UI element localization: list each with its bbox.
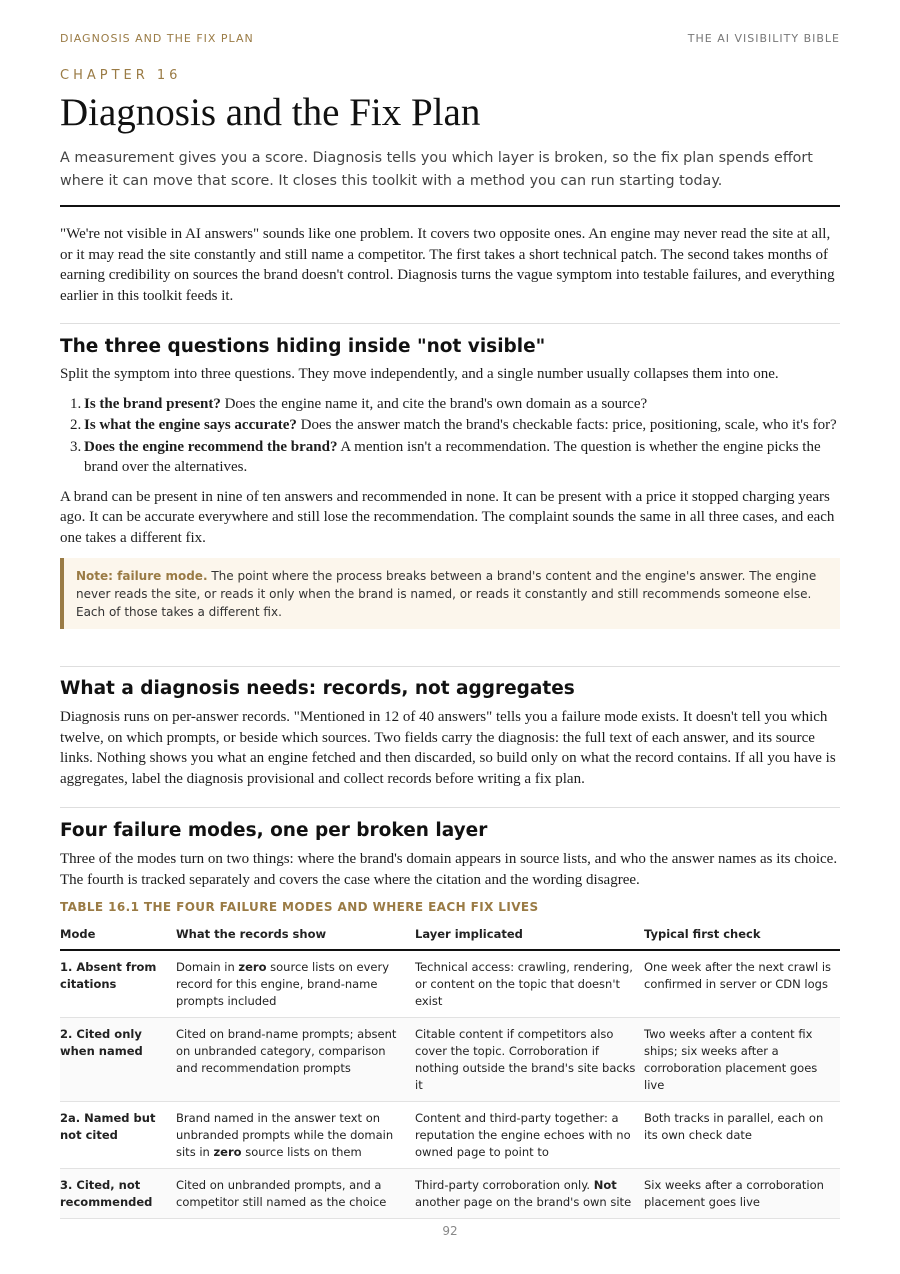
cell-emphasis: zero <box>238 960 267 974</box>
running-header <box>60 32 840 48</box>
section-records <box>60 677 840 789</box>
check-cell: One week after the next crawl is confirmed in server or CDN logs <box>644 950 840 1018</box>
check-cell: Two weeks after a content fix ships; six weeks after a corroboration placement goes live <box>644 1018 840 1102</box>
layer-cell <box>415 1169 644 1219</box>
cell-text: Domain in <box>176 960 239 974</box>
note-callout <box>60 558 840 629</box>
question-text: Does the answer match the brand's checkable facts: price, positioning, scale, who it's for? <box>296 417 837 433</box>
question-lead: Does the engine recommend the brand? <box>84 438 338 455</box>
section-heading: Four failure modes, one per broken layer <box>60 820 488 841</box>
list-number: 1. <box>70 395 82 412</box>
table-row <box>60 1169 840 1219</box>
section-paragraph: A brand can be present in nine of ten answers and recommended in none. It can be present with a price it stopped charging years ago. It can be accurate everywhere and still lose the recommendation. The complaint sounds the same in all three cases, and each one takes a different fix. <box>60 488 835 546</box>
failure-modes-table <box>60 926 840 1219</box>
table-row <box>60 1102 840 1169</box>
records-cell <box>176 1018 415 1102</box>
check-cell: Six weeks after a corroboration placement goes live <box>644 1169 840 1219</box>
question-lead: Is what the engine says accurate? <box>84 417 297 433</box>
section-paragraph: Three of the modes turn on two things: where the brand's domain appears in source lists, and who the answer names as its choice. The fourth is tracked separately and covers the case where the citation and the wording disagree. <box>60 851 838 888</box>
cell-text: Third-party corroboration only. <box>415 1178 594 1192</box>
list-item <box>60 415 840 436</box>
question-text: A mention isn't a recommendation. The question is whether the engine picks the brand over the alternatives. <box>84 438 821 475</box>
cell-text: Content and third-party together: a reputation the engine echoes with no owned page to point to <box>415 1111 631 1159</box>
check-cell: Both tracks in parallel, each on its own check date <box>644 1102 840 1169</box>
running-header-right: THE AI VISIBILITY BIBLE <box>687 32 840 45</box>
table-row <box>60 1018 840 1102</box>
cell-emphasis: zero <box>213 1145 242 1159</box>
table-caption: TABLE 16.1 THE FOUR FAILURE MODES AND WHERE EACH FIX LIVES <box>60 900 539 914</box>
layer-cell <box>415 1018 644 1102</box>
list-item <box>60 394 840 415</box>
cell-text: Cited on unbranded prompts, and a competitor still named as the choice <box>176 1178 387 1209</box>
cell-emphasis: Not <box>593 1178 617 1192</box>
table-header-row <box>60 926 840 950</box>
note-label: Note: failure mode. <box>76 569 208 583</box>
records-cell <box>176 950 415 1018</box>
section-divider <box>60 323 840 324</box>
mode-cell: 3. Cited, not recommended <box>60 1169 176 1219</box>
records-cell <box>176 1102 415 1169</box>
column-header: Typical first check <box>644 926 840 950</box>
cell-text: Citable content if competitors also cover the topic. Corroboration if nothing outside the brand's site backs it <box>415 1027 636 1092</box>
chapter-label: CHAPTER 16 <box>60 68 182 83</box>
list-number: 2. <box>70 417 82 433</box>
cell-text: Cited on brand-name prompts; absent on unbranded category, comparison and recommendation prompts <box>176 1027 397 1075</box>
section-paragraph: Diagnosis runs on per-answer records. "Mentioned in 12 of 40 answers" tells you a failure mode exists. It doesn't tell you which twelve, on which prompts, or beside which sources. Two fields carry the diagnosis: the full text of each answer, and its source links. Nothing shows you what an engine fetched and then discarded, so build only on what the record contains. If all you have is aggregates, label the diagnosis provisional and collect records before writing a fix plan. <box>60 709 836 787</box>
intro-paragraph: "We're not visible in AI answers" sounds like one problem. It covers two opposite ones. An engine may never read the site at all, or it may read the site constantly and still name a competitor. The first takes a short technical patch. The second takes months of earning credibility on sources the brand doesn't control. Diagnosis turns the vague symptom into testable failures, and everything earlier in this toolkit feeds it. <box>60 226 835 304</box>
layer-cell <box>415 1102 644 1169</box>
cell-text: source lists on them <box>241 1145 362 1159</box>
column-header: Layer implicated <box>415 926 644 950</box>
section-failure-modes <box>60 819 840 1219</box>
section-heading: What a diagnosis needs: records, not aggregates <box>60 678 575 699</box>
cell-text: Brand named in the answer text on unbranded prompts while the domain sits in <box>176 1111 394 1159</box>
question-lead: Is the brand present? <box>84 395 221 412</box>
note-text: The point where the process breaks between a brand's content and the engine's answer. The engine never reads the site, or reads it only when the brand is named, or reads it constantly and still recommends someone else. Each of those takes a different fix. <box>76 569 817 619</box>
chapter-title: Diagnosis and the Fix Plan <box>60 91 481 134</box>
title-rule <box>60 205 840 207</box>
list-item <box>60 437 840 478</box>
cell-text: source lists on every record for this engine, brand-name prompts included <box>176 960 390 1008</box>
question-text: Does the engine name it, and cite the brand's own domain as a source? <box>220 395 648 412</box>
section-lead: Split the symptom into three questions. They move independently, and a single number usually collapses them into one. <box>60 366 779 382</box>
page-number: 92 <box>442 1224 458 1238</box>
cell-text: Technical access: crawling, rendering, or content on the topic that doesn't exist <box>415 960 633 1008</box>
mode-cell: 1. Absent from citations <box>60 950 176 1018</box>
table-row <box>60 950 840 1018</box>
question-list <box>60 394 840 478</box>
mode-cell: 2a. Named but not cited <box>60 1102 176 1169</box>
records-cell <box>176 1169 415 1219</box>
chapter-lede: A measurement gives you a score. Diagnosis tells you which layer is broken, so the fix plan spends effort where it can move that score. It closes this toolkit with a method you can run starting today. <box>60 150 813 189</box>
column-header: Mode <box>60 926 176 950</box>
mode-cell: 2. Cited only when named <box>60 1018 176 1102</box>
running-header-left: DIAGNOSIS AND THE FIX PLAN <box>60 32 254 45</box>
section-three-questions <box>60 335 840 629</box>
section-heading: The three questions hiding inside "not visible" <box>60 336 546 357</box>
column-header: What the records show <box>176 926 415 950</box>
section-divider <box>60 666 840 667</box>
layer-cell <box>415 950 644 1018</box>
cell-text: another page on the brand's own site <box>415 1195 632 1209</box>
list-number: 3. <box>70 438 82 455</box>
section-divider <box>60 807 840 808</box>
